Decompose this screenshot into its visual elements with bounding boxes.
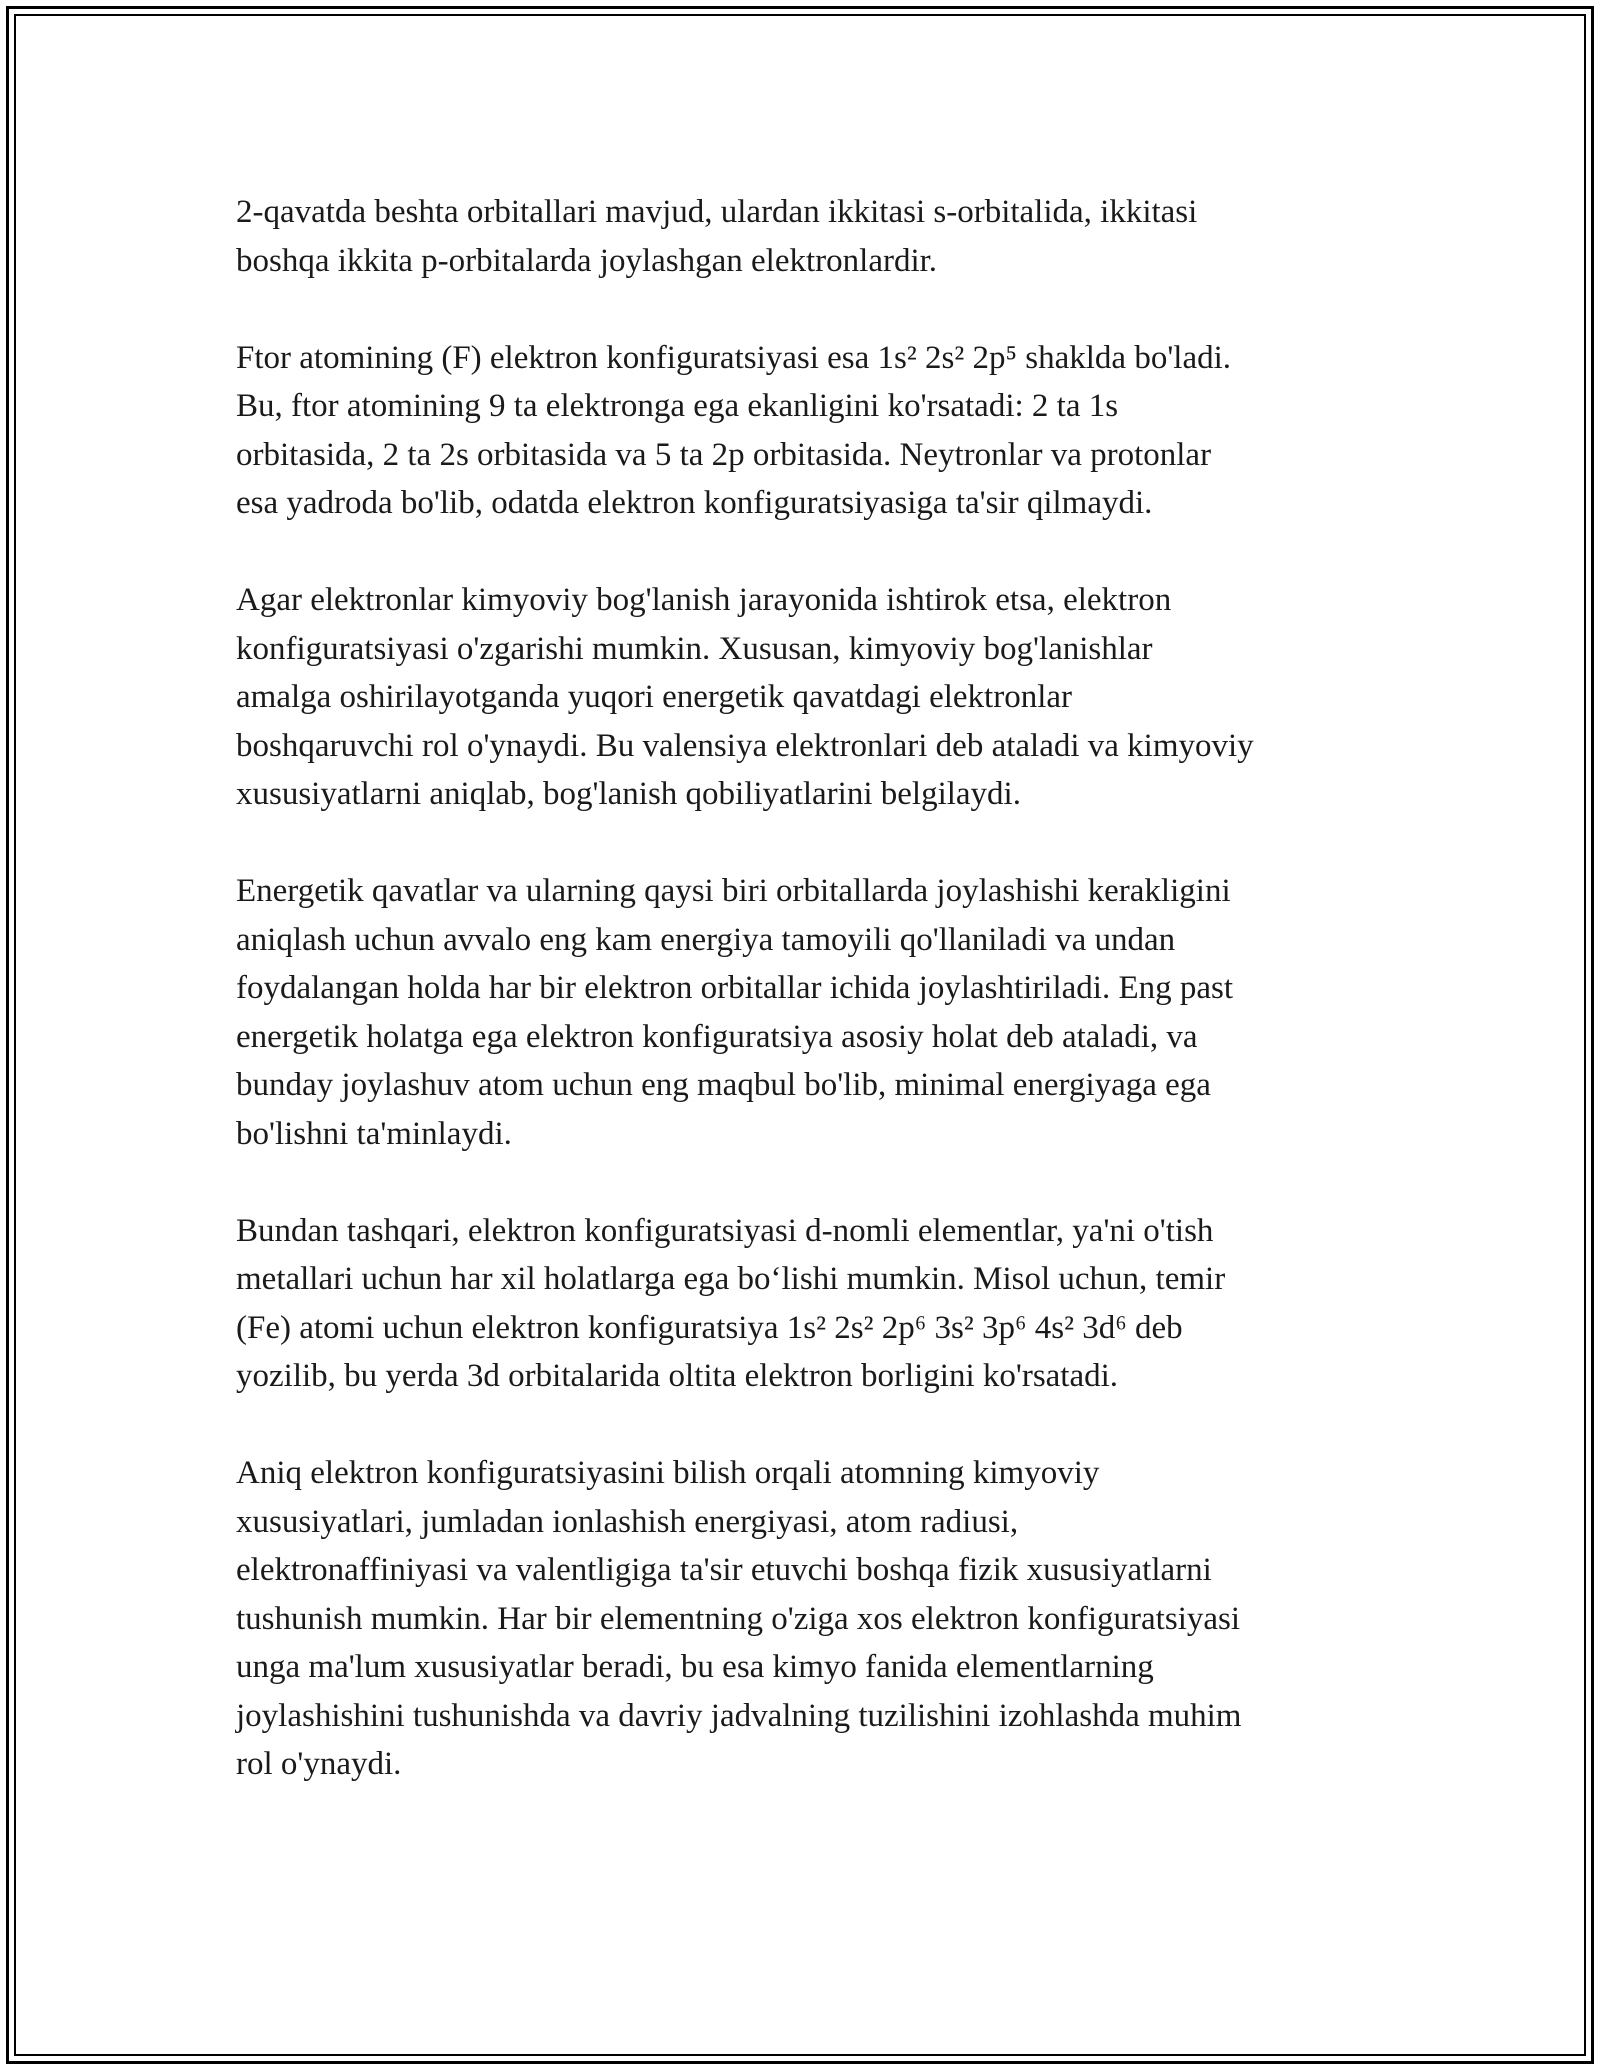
text-line: foydalangan holda har bir elektron orbitallar ichida joylashtiriladi. Eng past bbox=[236, 970, 1234, 1006]
paragraph bbox=[236, 1449, 1376, 1789]
text-line: energetik holatga ega elektron konfiguratsiya asosiy holat deb ataladi, va bbox=[236, 1018, 1198, 1055]
text-line: konfiguratsiyasi o'zgarishi mumkin. Xususan, kimyoviy bog'lanishlar bbox=[236, 630, 1153, 667]
text-line: boshqa ikkita p-orbitalarda joylashgan elektronlardir. bbox=[236, 242, 938, 279]
paragraph bbox=[236, 1207, 1376, 1401]
document-body bbox=[236, 188, 1376, 1837]
text-line: elektronaffiniyasi va valentligiga ta'sir etuvchi boshqa fizik xususiyatlarni bbox=[236, 1552, 1212, 1588]
text-line: Bundan tashqari, elektron konfiguratsiyasi d-nomli elementlar, ya'ni o'tish bbox=[236, 1212, 1214, 1249]
text-line: rol o'ynaydi. bbox=[236, 1746, 402, 1782]
paragraph bbox=[236, 334, 1376, 528]
text-line: xususiyatlarni aniqlab, bog'lanish qobiliyatlarini belgilaydi. bbox=[236, 776, 1021, 812]
text-line: esa yadroda bo'lib, odatda elektron konfiguratsiyasiga ta'sir qilmaydi. bbox=[236, 485, 1153, 521]
text-line: Bu, ftor atomining 9 ta elektronga ega ekanligini ko'rsatadi: 2 ta 1s bbox=[236, 388, 1119, 424]
text-line: xususiyatlari, jumladan ionlashish energiyasi, atom radiusi, bbox=[236, 1503, 1019, 1540]
text-line: boshqaruvchi rol o'ynaydi. Bu valensiya elektronlari deb ataladi va kimyoviy bbox=[236, 727, 1254, 764]
paragraph bbox=[236, 576, 1376, 819]
text-line: Ftor atomining (F) elektron konfiguratsiyasi esa 1s² 2s² 2p⁵ shaklda bo'ladi. bbox=[236, 339, 1232, 376]
text-line: Aniq elektron konfiguratsiyasini bilish orqali atomning kimyoviy bbox=[236, 1455, 1100, 1491]
text-line: bunday joylashuv atom uchun eng maqbul bo'lib, minimal energiyaga ega bbox=[236, 1067, 1211, 1103]
text-line: Agar elektronlar kimyoviy bog'lanish jarayonida ishtirok etsa, elektron bbox=[236, 582, 1172, 618]
text-line: joylashishini tushunishda va davriy jadvalning tuzilishini izohlashda muhim bbox=[236, 1697, 1242, 1734]
text-line: tushunish mumkin. Har bir elementning o'ziga xos elektron konfiguratsiyasi bbox=[236, 1600, 1241, 1637]
text-line: 2-qavatda beshta orbitallari mavjud, ulardan ikkitasi s-orbitalida, ikkitasi bbox=[236, 194, 1198, 230]
text-line: orbitasida, 2 ta 2s orbitasida va 5 ta 2p orbitasida. Neytronlar va protonlar bbox=[236, 436, 1212, 473]
text-line: unga ma'lum xususiyatlar beradi, bu esa kimyo fanida elementlarning bbox=[236, 1649, 1154, 1685]
text-line: amalga oshirilayotganda yuqori energetik qavatdagi elektronlar bbox=[236, 679, 1073, 715]
text-line: yozilib, bu yerda 3d orbitalarida oltita elektron borligini ko'rsatadi. bbox=[236, 1358, 1119, 1394]
paragraph bbox=[236, 188, 1376, 285]
text-line: Energetik qavatlar va ularning qaysi biri orbitallarda joylashishi kerakligini bbox=[236, 873, 1231, 909]
text-line: bo'lishni ta'minlaydi. bbox=[236, 1115, 512, 1152]
text-line: (Fe) atomi uchun elektron konfiguratsiya 1s² 2s² 2p⁶ 3s² 3p⁶ 4s² 3d⁶ deb bbox=[236, 1309, 1183, 1346]
text-line: metallari uchun har xil holatlarga ega boʻlishi mumkin. Misol uchun, temir bbox=[236, 1261, 1226, 1297]
paragraph bbox=[236, 867, 1376, 1158]
text-line: aniqlash uchun avvalo eng kam energiya tamoyili qo'llaniladi va undan bbox=[236, 921, 1176, 958]
